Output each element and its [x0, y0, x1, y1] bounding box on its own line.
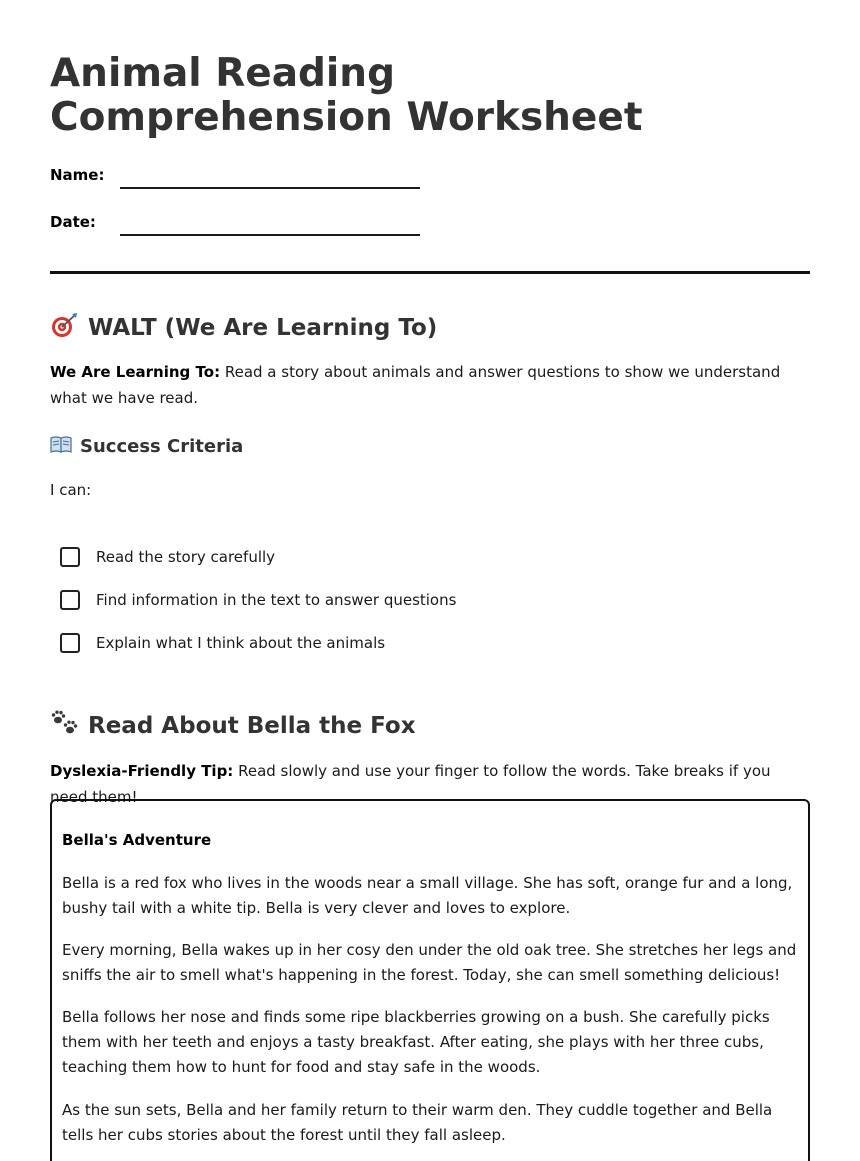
- tip-label: Dyslexia-Friendly Tip:: [50, 762, 234, 780]
- criteria-item[interactable]: [60, 633, 385, 653]
- date-field[interactable]: [120, 234, 420, 236]
- story-box: [50, 799, 810, 1161]
- target-icon: [50, 312, 80, 344]
- criteria-checkbox[interactable]: [60, 633, 80, 653]
- criteria-item[interactable]: [60, 590, 456, 610]
- success-criteria-heading-text: Success Criteria: [80, 436, 244, 457]
- paw-prints-icon: [50, 709, 80, 743]
- date-label: Date:: [50, 213, 96, 231]
- criteria-item[interactable]: [60, 547, 275, 567]
- criteria-checkbox[interactable]: [60, 590, 80, 610]
- page-title: Animal Reading Comprehension Worksheet: [50, 51, 643, 140]
- name-field[interactable]: [120, 187, 420, 189]
- criteria-label: Explain what I think about the animals: [96, 634, 386, 652]
- criteria-label: Read the story carefully: [96, 548, 276, 566]
- criteria-checkbox[interactable]: [60, 547, 80, 567]
- read-heading-text: Read About Bella the Fox: [88, 713, 416, 739]
- tip-text: Read slowly and use your finger to follow the words. Take breaks if you need them!: [50, 762, 771, 806]
- section-divider: [50, 271, 810, 274]
- story-paragraph: Bella follows her nose and finds some ripe blackberries growing on a bush. She carefully picks them with her teeth and enjoys a tasty breakfast. After eating, she plays with her three cubs, teaching them how to hunt for food and stay safe in the woods.: [62, 1008, 770, 1076]
- walt-heading-text: WALT (We Are Learning To): [88, 315, 438, 341]
- walt-label: We Are Learning To:: [50, 363, 221, 381]
- story-title: Bella's Adventure: [62, 831, 212, 849]
- read-heading: [50, 709, 416, 743]
- story-paragraph: Every morning, Bella wakes up in her cosy den under the old oak tree. She stretches her legs and sniffs the air to smell what's happening in the forest. Today, she can smell something delicious!: [62, 941, 797, 984]
- criteria-label: Find information in the text to answer questions: [96, 591, 457, 609]
- story-paragraph: Bella is a red fox who lives in the woods near a small village. She has soft, orange fur and a long, bushy tail with a white tip. Bella is very clever and loves to explore.: [62, 874, 793, 917]
- success-criteria-heading: [50, 435, 243, 458]
- walt-text: Read a story about animals and answer questions to show we understand what we have read.: [50, 363, 781, 407]
- walt-heading: [50, 312, 437, 344]
- story-paragraph: As the sun sets, Bella and her family return to their warm den. They cuddle together and Bella tells her cubs stories about the forest until they fall asleep.: [62, 1101, 773, 1144]
- book-icon: [50, 435, 72, 458]
- success-intro: I can:: [50, 481, 92, 499]
- walt-statement: [50, 359, 810, 411]
- name-label: Name:: [50, 166, 105, 184]
